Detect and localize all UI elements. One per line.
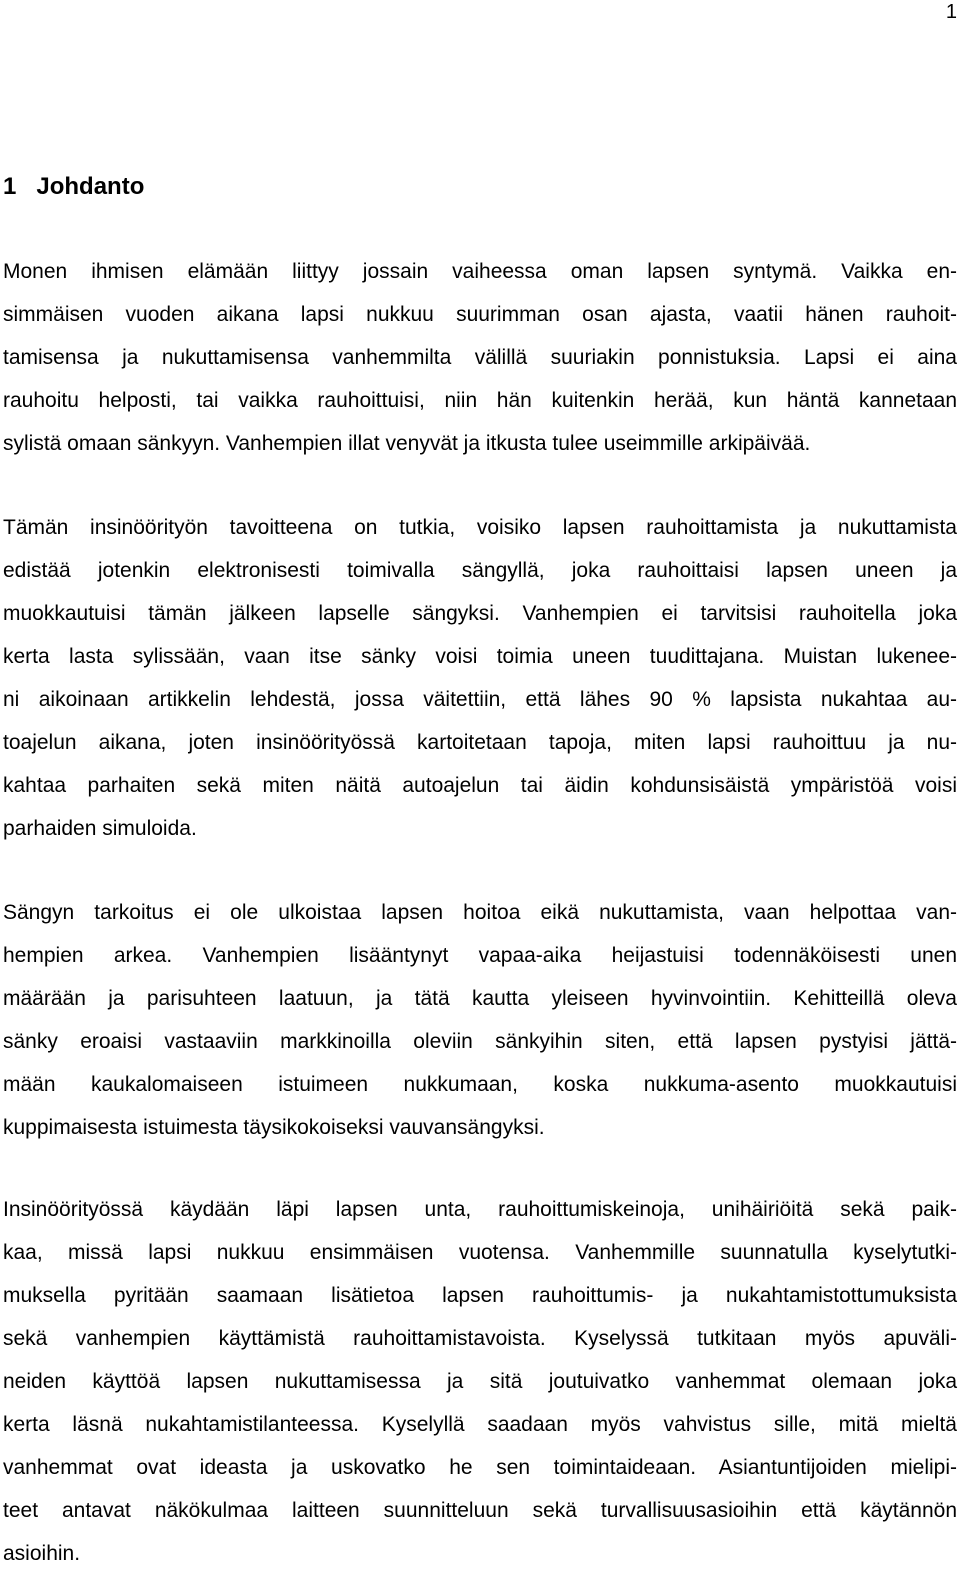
text-line: ni aikoinaan artikkelin lehdestä, jossa väitettiin, että lähes 90 % lapsista nukahtaa au-	[3, 688, 957, 711]
paragraph-goal	[3, 506, 957, 850]
paragraph-intro	[3, 250, 957, 465]
chapter-heading	[3, 171, 144, 203]
text-line: kaa, missä lapsi nukkuu ensimmäisen vuotensa. Vanhemmille suunnatulla kyselytutki-	[3, 1241, 957, 1264]
text-line: muokkautuisi tämän jälkeen lapselle sängyksi. Vanhempien ei tarvitsisi rauhoitella joka	[3, 602, 957, 625]
page-number: 1	[945, 1, 957, 23]
paragraph-purpose	[3, 891, 957, 1149]
text-line: kerta lasta sylissään, vaan itse sänky voisi toimia uneen tuudittajana. Muistan lukenee-	[3, 645, 957, 668]
text-line: sänky eroaisi vastaaviin markkinoilla oleviin sänkyihin siten, että lapsen pystyisi jättä-	[3, 1030, 957, 1053]
text-line: teet antavat näkökulmaa laitteen suunnitteluun sekä turvallisuusasioihin että käytännön	[3, 1499, 957, 1522]
text-line: mään kaukalomaiseen istuimeen nukkumaan, koska nukkuma-asento muokkautuisi	[3, 1073, 957, 1096]
text-line: asioihin.	[3, 1542, 81, 1565]
text-line: Sängyn tarkoitus ei ole ulkoistaa lapsen hoitoa eikä nukuttamista, vaan helpottaa van-	[3, 901, 957, 924]
text-line: määrään ja parisuhteen laatuun, ja tätä kautta yleiseen hyvinvointiin. Kehitteillä oleva	[3, 987, 957, 1010]
chapter-title: Johdanto	[36, 173, 145, 200]
text-line: sylistä omaan sänkyyn. Vanhempien illat venyvät ja itkusta tulee useimmille arkipäivää.	[3, 432, 811, 455]
text-line: vanhemmat ovat ideasta ja uskovatko he sen toimintaideaan. Asiantuntijoiden mielipi-	[3, 1456, 957, 1479]
text-line: toajelun aikana, joten insinöörityössä kartoitetaan tapoja, miten lapsi rauhoittuu ja nu-	[3, 731, 957, 754]
text-line: Tämän insinöörityön tavoitteena on tutkia, voisiko lapsen rauhoittamista ja nukuttamista	[3, 516, 957, 539]
text-line: kerta läsnä nukahtamistilanteessa. Kyselyllä saadaan myös vahvistus sille, mitä mieltä	[3, 1413, 957, 1436]
text-line: edistää jotenkin elektronisesti toimivalla sängyllä, joka rauhoittaisi lapsen uneen ja	[3, 559, 957, 582]
text-line: sekä vanhempien käyttämistä rauhoittamistavoista. Kyselyssä tutkitaan myös apuväli-	[3, 1327, 957, 1350]
paragraph-contents	[3, 1188, 957, 1575]
text-line: Insinöörityössä käydään läpi lapsen unta, rauhoittumiskeinoja, unihäiriöitä sekä paik-	[3, 1198, 957, 1221]
chapter-number: 1	[3, 173, 17, 200]
text-line: neiden käyttöä lapsen nukuttamisessa ja sitä joutuivatko vanhemmat olemaan joka	[3, 1370, 957, 1393]
text-line: parhaiden simuloida.	[3, 817, 197, 840]
text-line: muksella pyritään saamaan lisätietoa lapsen rauhoittumis- ja nukahtamistottumuksista	[3, 1284, 957, 1307]
text-line: rauhoitu helposti, tai vaikka rauhoittuisi, niin hän kuitenkin herää, kun häntä kannetaan	[3, 389, 957, 412]
text-line: kahtaa parhaiten sekä miten näitä autoajelun tai äidin kohdunsisäistä ympäristöä voisi	[3, 774, 957, 797]
text-line: tamisensa ja nukuttamisensa vanhemmilta välillä suuriakin ponnistuksia. Lapsi ei aina	[3, 346, 957, 369]
text-line: kuppimaisesta istuimesta täysikokoiseksi vauvansängyksi.	[3, 1116, 545, 1139]
text-line: hempien arkea. Vanhempien lisääntynyt vapaa-aika heijastuisi todennäköisesti unen	[3, 944, 957, 967]
text-line: simmäisen vuoden aikana lapsi nukkuu suurimman osan ajasta, vaatii hänen rauhoit-	[3, 303, 957, 326]
text-line: Monen ihmisen elämään liittyy jossain vaiheessa oman lapsen syntymä. Vaikka en-	[3, 260, 957, 283]
